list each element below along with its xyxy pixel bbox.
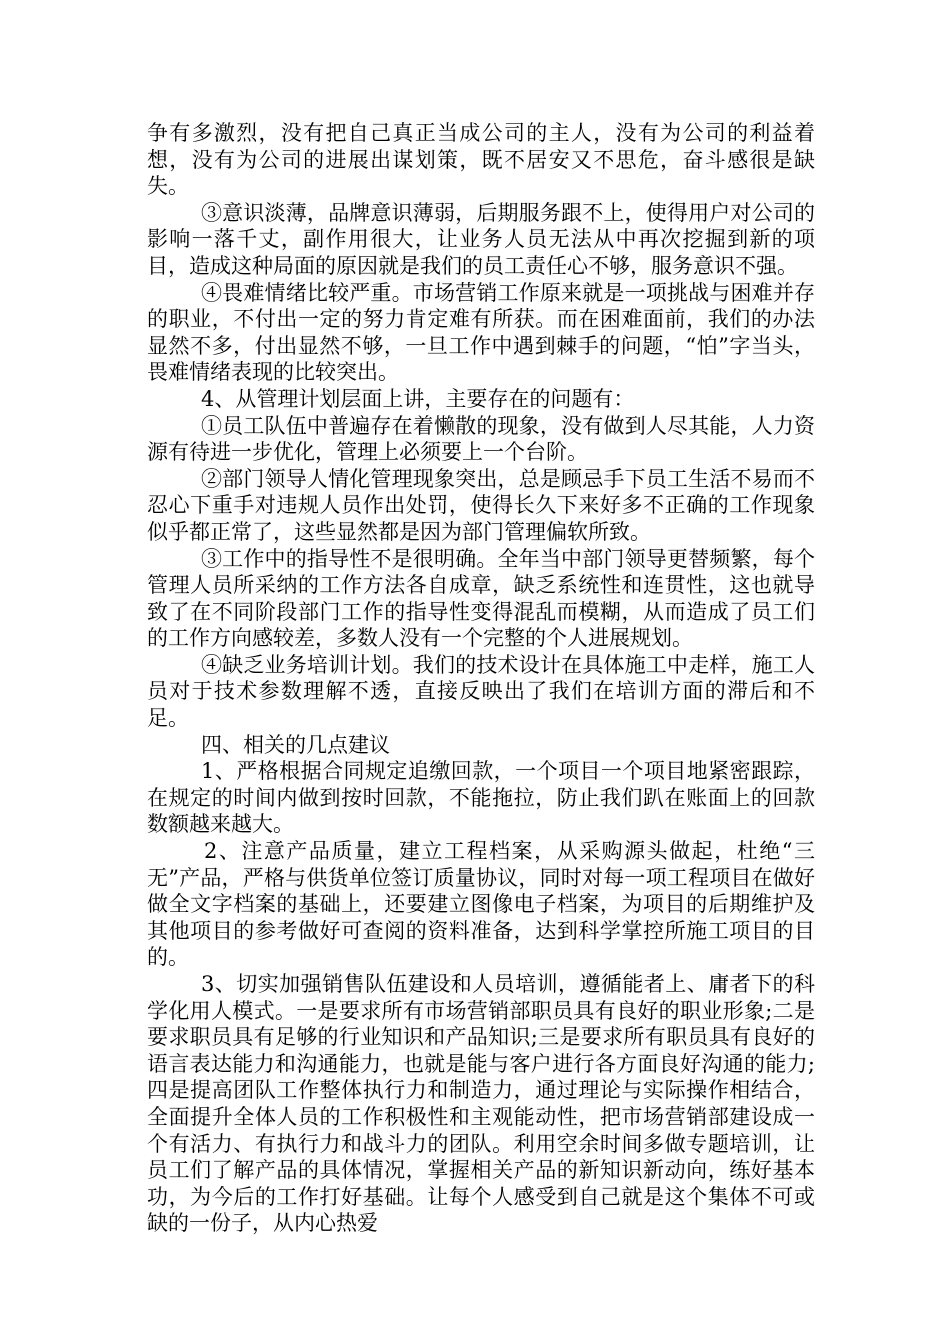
section-heading-suggestions: 四、相关的几点建议 (201, 732, 390, 757)
paragraph-continuation: 争有多激烈，没有把自己真正当成公司的主人，没有为公司的利益着想，没有为公司的进展出谋划策，既不居安又不思危，奋斗感很是缺失。 (147, 121, 815, 199)
paragraph-item-2-leadership: ②部门领导人情化管理现象突出，总是顾忌手下员工生活不易而不忍心下重手对违规人员作出处罚，使得长久下来好多不正确的工作现象似乎都正常了，这些显然都是因为部门管理偏软所致。 (147, 466, 815, 544)
paragraph-item-4-fear: ④畏难情绪比较严重。市场营销工作原来就是一项挑战与困难并存的职业，不付出一定的努力肯定难有所获。而在困难面前，我们的办法显然不多，付出显然不够，一旦工作中遇到棘手的问题，“怕”字当头，畏难情绪表现的比较突出。 (147, 280, 815, 385)
paragraph-suggestion-2: 2、注意产品质量，建立工程档案，从采购源头做起，杜绝“三无”产品，严格与供货单位签订质量协议，同时对每一项工程项目在做好做全文字档案的基础上，还要建立图像电子档案，为项目的后期维护及其他项目的参考做好可查阅的资料准备，达到科学掌控所施工项目的目的。 (147, 839, 815, 970)
paragraph-suggestion-3: 3、切实加强销售队伍建设和人员培训，遵循能者上、庸者下的科学化用人模式。一是要求所有市场营销部职员具有良好的职业形象;二是要求职员具有足够的行业知识和产品知识;三是要求所有职员具有良好的语言表达能力和沟通能力，也就是能与客户进行各方面良好沟通的能力;四是提高团队工作整体执行力和制造力，通过理论与实际操作相结合，全面提升全体人员的工作积极性和主观能动性，把市场营销部建设成一个有活力、有执行力和战斗力的团队。利用空余时间多做专题培训，让员工们了解产品的具体情况，掌握相关产品的新知识新动向，练好基本功，为今后的工作打好基础。让每个人感受到自己就是这个集体不可或缺的一份子，从内心热爱 (147, 972, 815, 1236)
paragraph-item-3-awareness: ③意识淡薄，品牌意识薄弱，后期服务跟不上，使得用户对公司的影响一落千丈，副作用很大，让业务人员无法从中再次挖掘到新的项目，造成这种局面的原因就是我们的员工责任心不够，服务意识不强。 (147, 200, 815, 278)
document-body (147, 120, 815, 1237)
paragraph-item-3-guidance: ③工作中的指导性不是很明确。全年当中部门领导更替频繁，每个管理人员所采纳的工作方法各自成章，缺乏系统性和连贯性，这也就导致了在不同阶段部门工作的指导性变得混乱而模糊，从而造成了员工们的工作方向感较差，多数人没有一个完整的个人进展规划。 (147, 546, 815, 651)
paragraph-item-4-training: ④缺乏业务培训计划。我们的技术设计在具体施工中走样，施工人员对于技术参数理解不透，直接反映出了我们在培训方面的滞后和不足。 (147, 652, 815, 731)
paragraph-item-1-laziness: ①员工队伍中普遍存在着懒散的现象，没有做到人尽其能，人力资源有待进一步优化，管理上必须要上一个台阶。 (147, 413, 815, 465)
paragraph-suggestion-1: 1、严格根据合同规定追缴回款，一个项目一个项目地紧密跟踪，在规定的时间内做到按时回款，不能拖拉，防止我们趴在账面上的回款数额越来越大。 (147, 759, 815, 837)
paragraph-section-4-heading: 4、从管理计划层面上讲，主要存在的问题有： (201, 386, 635, 411)
